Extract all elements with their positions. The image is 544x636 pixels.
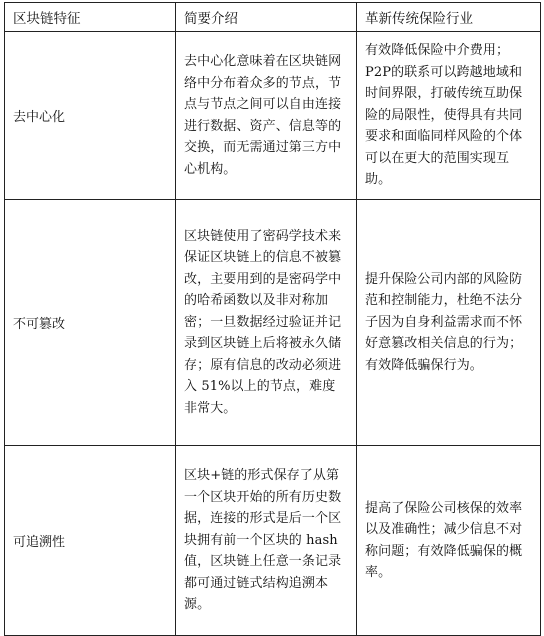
intro-cell: 去中心化意味着在区块链网络中分布着众多的节点，节点与节点之间可以自由连接进行数据、资产、信息等的交换，而无需通过第三方中心机构。	[176, 32, 357, 200]
header-feature: 区块链特征	[5, 3, 176, 32]
table-body	[5, 32, 541, 636]
feature-cell: 不可篡改	[5, 200, 176, 446]
table-header	[5, 3, 541, 32]
table-header-row	[5, 3, 541, 32]
table-row	[5, 446, 541, 636]
header-insurance: 革新传统保险行业	[357, 3, 541, 32]
intro-cell: 区块+链的形式保存了从第一个区块开始的所有历史数据，连接的形式是后一个区块拥有前一个区块的 hash 值，区块链上任意一条记录都可通过链式结构追溯本源。	[176, 446, 357, 636]
blockchain-features-table	[4, 2, 541, 636]
feature-cell: 可追溯性	[5, 446, 176, 636]
table-row	[5, 200, 541, 446]
feature-cell: 去中心化	[5, 32, 176, 200]
insurance-cell: 提高了保险公司核保的效率以及准确性；减少信息不对称问题；有效降低骗保的概率。	[357, 446, 541, 636]
insurance-cell: 提升保险公司内部的风险防范和控制能力，杜绝不法分子因为自身利益需求而不怀好意篡改相关信息的行为；有效降低骗保行为。	[357, 200, 541, 446]
header-intro: 简要介绍	[176, 3, 357, 32]
table-row	[5, 32, 541, 200]
intro-cell: 区块链使用了密码学技术来保证区块链上的信息不被篡改，主要用到的是密码学中的哈希函数以及非对称加密；一旦数据经过验证并记录到区块链上后将被永久储存；原有信息的改动必须进入 51%以上的节点，难度非常大。	[176, 200, 357, 446]
insurance-cell: 有效降低保险中介费用；P2P的联系可以跨越地域和时间界限，打破传统互助保险的局限性，使得具有共同要求和面临同样风险的个体可以在更大的范围实现互助。	[357, 32, 541, 200]
